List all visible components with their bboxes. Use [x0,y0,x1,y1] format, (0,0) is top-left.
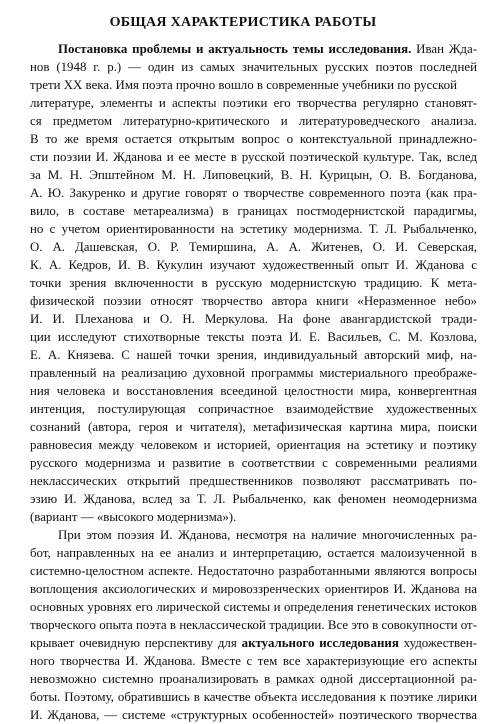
text-run: О. А. Дашевская, О. Р. Темиршина, А. А. Житенев, О. И. Северская, [30,240,477,254]
text-run: правленный на реализацию духовной программы мистериального преображе- [30,366,477,380]
text-run: литературе, элементы и аспекты поэтики его творчества регулярно становят- [30,96,477,110]
text-line [30,274,477,292]
text-line [30,436,477,454]
text-run: ния человека и восстановления всеединой целостности мира, конвергентная [30,384,477,398]
text-line [30,616,477,634]
text-run: нов (1948 г. р.) — один из самых значительных русских поэтов последней [30,60,477,74]
text-run: эзию И. Жданова, вслед за Т. Л. Рыбальченко, как феномен неомодернизма [30,492,477,506]
text-line [30,76,477,94]
text-run: вило, в составе метареализма) в границах постмодернистской парадигмы, [30,204,477,218]
document-body [30,40,477,724]
text-line [30,346,477,364]
text-run: ции исследуют стихотворные тексты поэта И. Е. Васильев, С. М. Козлова, [30,330,477,344]
text-line [30,292,477,310]
text-line [30,220,477,238]
text-run: творческого опыта поэта в неклассической традиции. Все это в совокупности от- [30,618,477,632]
text-run: основных уровнях его лирической системы и определения генетических истоков [30,600,477,614]
text-run: невозможно системно проанализировать в рамках одной диссертационной ра- [30,672,477,686]
text-line [30,310,477,328]
text-run: бот, направленных на ее анализ и интерпретацию, остается малоизученной в [30,546,477,560]
text-line [30,634,477,652]
text-run: ся предметом литературно-критического и литературоведческого анализа. [30,114,477,128]
text-run: сознаний (автора, героя и читателя), метафизическая картина мира, поиски [30,420,477,434]
text-line [30,40,477,58]
text-line [30,94,477,112]
text-line [30,562,477,580]
text-line [30,490,477,508]
text-run: сти поэзии И. Жданова и ее месте в русской поэтической культуре. Так, вслед [30,150,477,164]
text-line [30,238,477,256]
text-line [30,148,477,166]
text-line [30,508,477,526]
text-run: При этом поэзия И. Жданова, несмотря на наличие многочисленных ра- [58,528,477,542]
text-run: И. Жданова, — системе «структурных особенностей» поэтического творчества [30,708,477,722]
text-line [30,670,477,688]
text-line [30,472,477,490]
text-line [30,58,477,76]
text-run: физической поэзии относят творчество автора книги «Неразменное небо» [30,294,477,308]
text-run: А. Ю. Закуренко и другие говорят о творчестве современного поэта (как пра- [30,186,477,200]
text-line [30,400,477,418]
bold-text-run: Постановка проблемы и актуальность темы исследования. [58,42,412,56]
text-run: ного творчества И. Жданова. Вместе с тем все характеризующие его аспекты [30,654,477,668]
text-line [30,256,477,274]
text-run: К. А. Кедров, И. В. Кукулин изучают художественный опыт И. Жданова с [30,258,477,272]
text-line [30,544,477,562]
page-title: ОБЩАЯ ХАРАКТЕРИСТИКА РАБОТЫ [109,15,377,30]
text-run: боты. Поэтому, обратившись в качестве объекта исследования к поэтике лирики [30,690,477,704]
text-run: русского модернизма и развитие в соответствии с современными реалиями [30,456,477,470]
text-line [30,202,477,220]
text-line [30,166,477,184]
text-run: равновесия между человеком и историей, ориентация на эстетику и поэтику [30,438,477,452]
text-line [30,184,477,202]
text-line [30,652,477,670]
text-run: крывает очевидную перспективу для [30,636,242,650]
text-line [30,526,477,544]
text-line [30,418,477,436]
text-run: (вариант — «высокого модернизма»). [30,510,237,524]
text-line [30,328,477,346]
text-run: Е. А. Князева. С нашей точки зрения, индивидуальный авторский миф, на- [30,348,477,362]
text-run: за М. Н. Эпштейном М. Н. Липовецкий, В. Н. Курицын, О. В. Богданова, [30,168,477,182]
text-run: точки зрения включенности в русскую модернистскую традицию. К мета- [30,276,477,290]
text-run: И. И. Плеханова и О. Н. Меркулова. На фоне авангардистской тради- [30,312,477,326]
text-run: Иван Жда- [411,42,477,56]
text-run: художествен- [398,636,477,650]
text-line [30,580,477,598]
text-run: В то же время остается открытым вопрос о контекстуальной принадлежно- [30,132,477,146]
text-run: но с учетом ориентированности на эстетику модернизма. Т. Л. Рыбальченко, [30,222,477,236]
text-line [30,688,477,706]
text-line [30,454,477,472]
text-run: неклассических открытий предшественников позволяют рассматривать по- [30,474,477,488]
text-line [30,130,477,148]
text-line [30,364,477,382]
text-line [30,598,477,616]
text-line [30,112,477,130]
text-run: трети XX века. Имя поэта прочно вошло в современные учебники по русской [30,78,457,92]
text-run: воплощения аксиологических и мировоззренческих ориентиров И. Жданова на [30,582,477,596]
text-run: системно-целостном аспекте. Недостаточно разработанными являются вопросы [30,564,477,578]
text-run: интенция, постулирующая сопричастное взаимодействие художественных [30,402,477,416]
text-line [30,382,477,400]
bold-text-run: актуального исследования [241,636,399,650]
text-line [30,706,477,724]
